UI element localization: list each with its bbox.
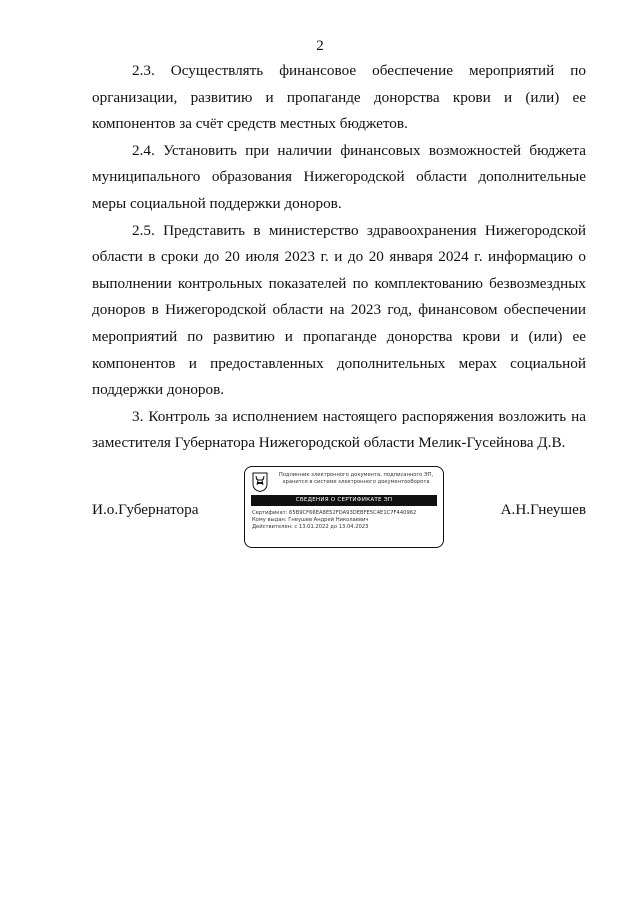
page-number: 2	[316, 38, 324, 54]
stamp-header-text: Подлинник электронного документа, подписанного ЭП, хранится в системе электронного документооборота	[278, 472, 434, 485]
electronic-signature-stamp	[244, 466, 444, 548]
document-body	[92, 58, 586, 457]
signature-block	[92, 466, 586, 550]
stamp-details	[252, 510, 416, 532]
stamp-owner: Кому выдан: Гнеушев Андрей Николаевич	[252, 517, 369, 524]
paragraph-2-3: 2.3. Осуществлять финансовое обеспечение мероприятий по организации, развитию и пропаганде донорства крови и (или) ее компонентов за счёт средств местных бюджетов.	[92, 62, 586, 133]
stamp-validity: Действителен: с 13.01.2022 до 13.04.2023	[252, 524, 369, 531]
signatory-position: И.о.Губернатора	[92, 501, 199, 518]
signatory-name: А.Н.Гнеушев	[500, 501, 586, 518]
stamp-certificate: Сертификат: 65B9CF66EA8E52FDA93DEBFE5C4E1C7F440962	[252, 510, 417, 516]
paragraph-3: 3. Контроль за исполнением настоящего распоряжения возложить на заместителя Губернатора Нижегородской области Мелик-Гусейнова Д.В.	[92, 407, 586, 452]
nizhny-novgorod-deer-emblem-icon	[252, 472, 268, 492]
paragraph-2-5: 2.5. Представить в министерство здравоохранения Нижегородской области в сроки до 20 июля 2023 г. и до 20 января 2024 г. информацию о выполнении контрольных показателей по комплектованию безвозмездных доноров в Нижегородской области на 2023 год, финансовом обеспечении мероприятий по развитию и пропаганде донорства крови и (или) ее компонентов и предоставленных дополнительных мерах социальной поддержки доноров.	[92, 221, 586, 399]
paragraph-2-4: 2.4. Установить при наличии финансовых возможностей бюджета муниципального образования Нижегородской области дополнительные меры социальной поддержки доноров.	[92, 141, 586, 212]
stamp-title-bar: СВЕДЕНИЯ О СЕРТИФИКАТЕ ЭП	[251, 495, 437, 506]
